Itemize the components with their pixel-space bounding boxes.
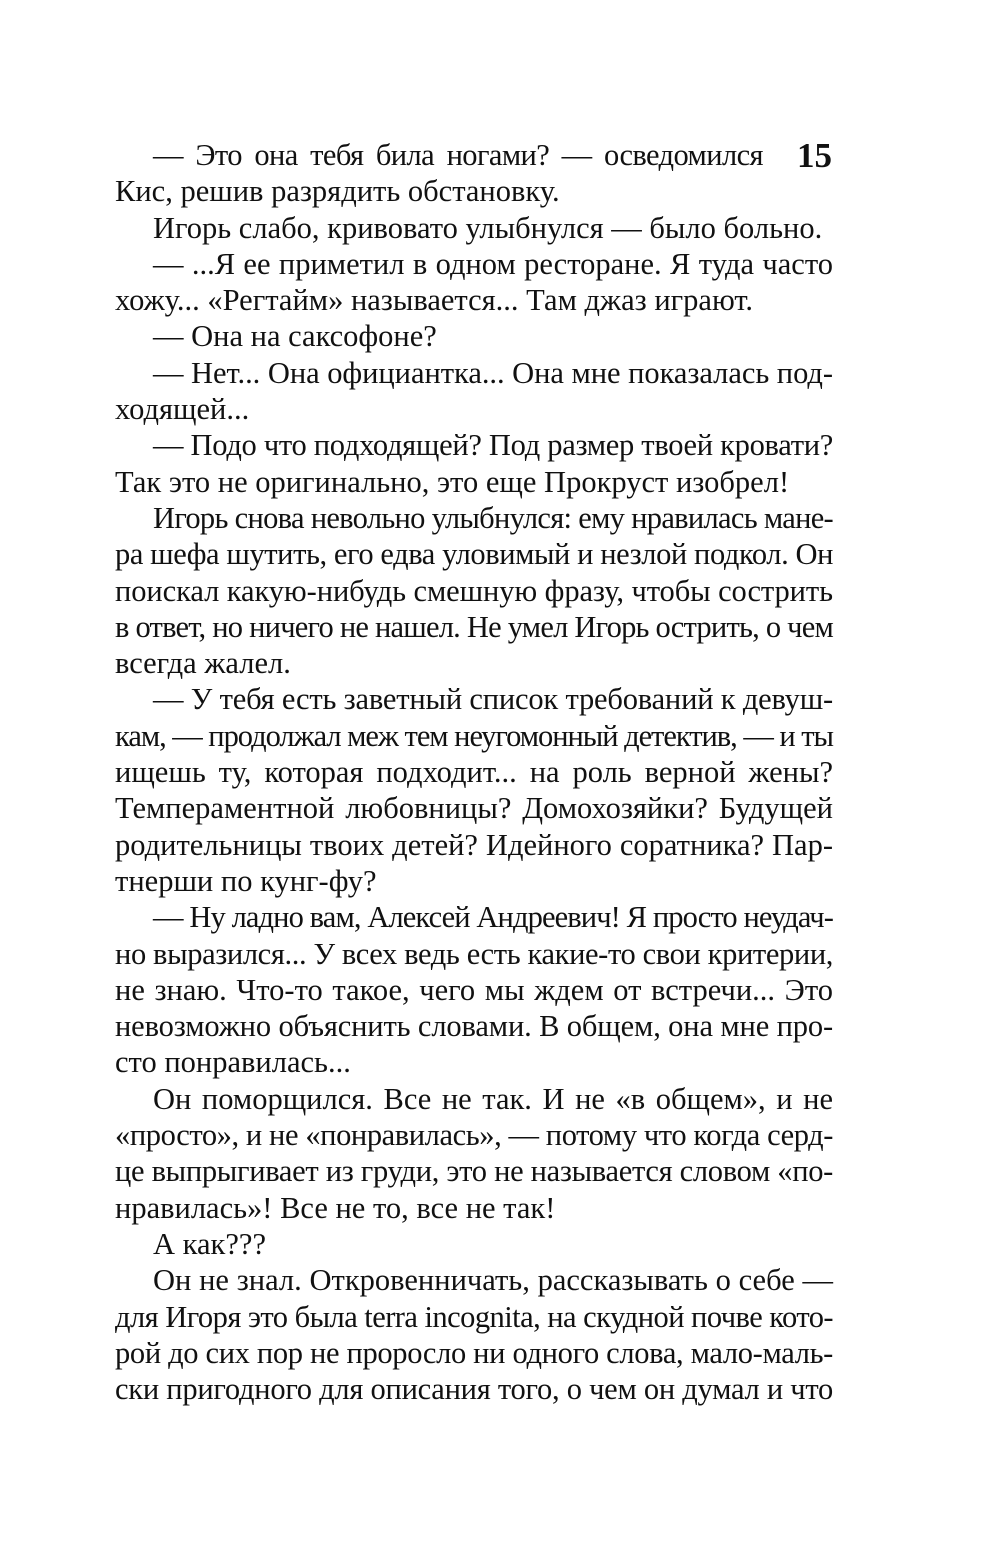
text-line: — ...Я ее приметил в одном ресторане. Я туда часто — [153, 246, 833, 281]
text-line: Кис, решив разрядить обстановку. — [115, 174, 560, 209]
text-line: Игорь слабо, кривовато улыбнулся — было больно. — [153, 210, 823, 245]
page-number: 15 — [797, 136, 832, 175]
text-line: А как??? — [153, 1226, 266, 1261]
text-line: поискал какую-нибудь смешную фразу, чтобы сострить — [115, 573, 833, 608]
text-line: «просто», и не «понравилась», — потому что когда серд- — [115, 1118, 834, 1153]
text-line: для Игоря это была terra incognita, на скудной почве кото- — [115, 1299, 834, 1334]
text-line: невозможно объяснить словами. В общем, она мне про- — [115, 1009, 834, 1044]
text-line: — Ну ладно вам, Алексей Андреевич! Я просто неудач- — [153, 900, 834, 935]
text-line: ходящей... — [115, 392, 250, 427]
text-line: — Она на саксофоне? — [153, 319, 437, 354]
text-line: хожу... «Регтайм» называется... Там джаз играют. — [115, 283, 753, 318]
text-line: кам, — продолжал меж тем неугомонный детектив, — и ты — [115, 718, 833, 753]
text-line: Он поморщился. Все не так. И не «в общем», и не — [153, 1081, 833, 1116]
text-line: Игорь снова невольно улыбнулся: ему нравилась мане- — [153, 500, 833, 535]
text-line: всегда жалел. — [115, 646, 291, 681]
text-line: родительницы твоих детей? Идейного соратника? Пар- — [115, 827, 833, 862]
text-line: сто понравилась... — [115, 1045, 351, 1080]
text-line: тнерши по кунг-фу? — [115, 863, 377, 898]
text-line: — У тебя есть заветный список требований к девуш- — [153, 682, 833, 717]
text-line: Он не знал. Откровенничать, рассказывать о себе — — [153, 1263, 833, 1298]
text-line: в ответ, но ничего не нашел. Не умел Игорь острить, о чем — [115, 609, 833, 644]
text-line: — Нет... Она официантка... Она мне показалась под- — [153, 355, 833, 390]
text-line: но выразился... У всех ведь есть какие-то свои критерии, — [115, 936, 834, 971]
text-line: це выпрыгивает из груди, это не называется словом «по- — [115, 1154, 834, 1189]
text-line: Так это не оригинально, это еще Прокруст изобрел! — [115, 464, 790, 499]
text-line: ски пригодного для описания того, о чем он думал и что — [115, 1372, 834, 1407]
text-line: ищешь ту, которая подходит... на роль верной жены? — [115, 755, 833, 790]
text-line: нравилась»! Все не то, все не так! — [115, 1190, 556, 1225]
text-line: рой до сих пор не проросло ни одного слова, мало-маль- — [115, 1335, 833, 1370]
text-line: — Это она тебя била ногами? — осведомился — [153, 138, 763, 172]
text-line: ра шефа шутить, его едва уловимый и незлой подкол. Он — [115, 537, 833, 572]
text-line: Темпераментной любовницы? Домохозяйки? Будущей — [115, 791, 833, 826]
text-line: не знаю. Что-то такое, чего мы ждем от встречи... Это — [115, 972, 833, 1007]
page-body-text — [115, 137, 833, 1407]
text-line: — Подо что подходящей? Под размер твоей кровати? — [153, 428, 833, 463]
